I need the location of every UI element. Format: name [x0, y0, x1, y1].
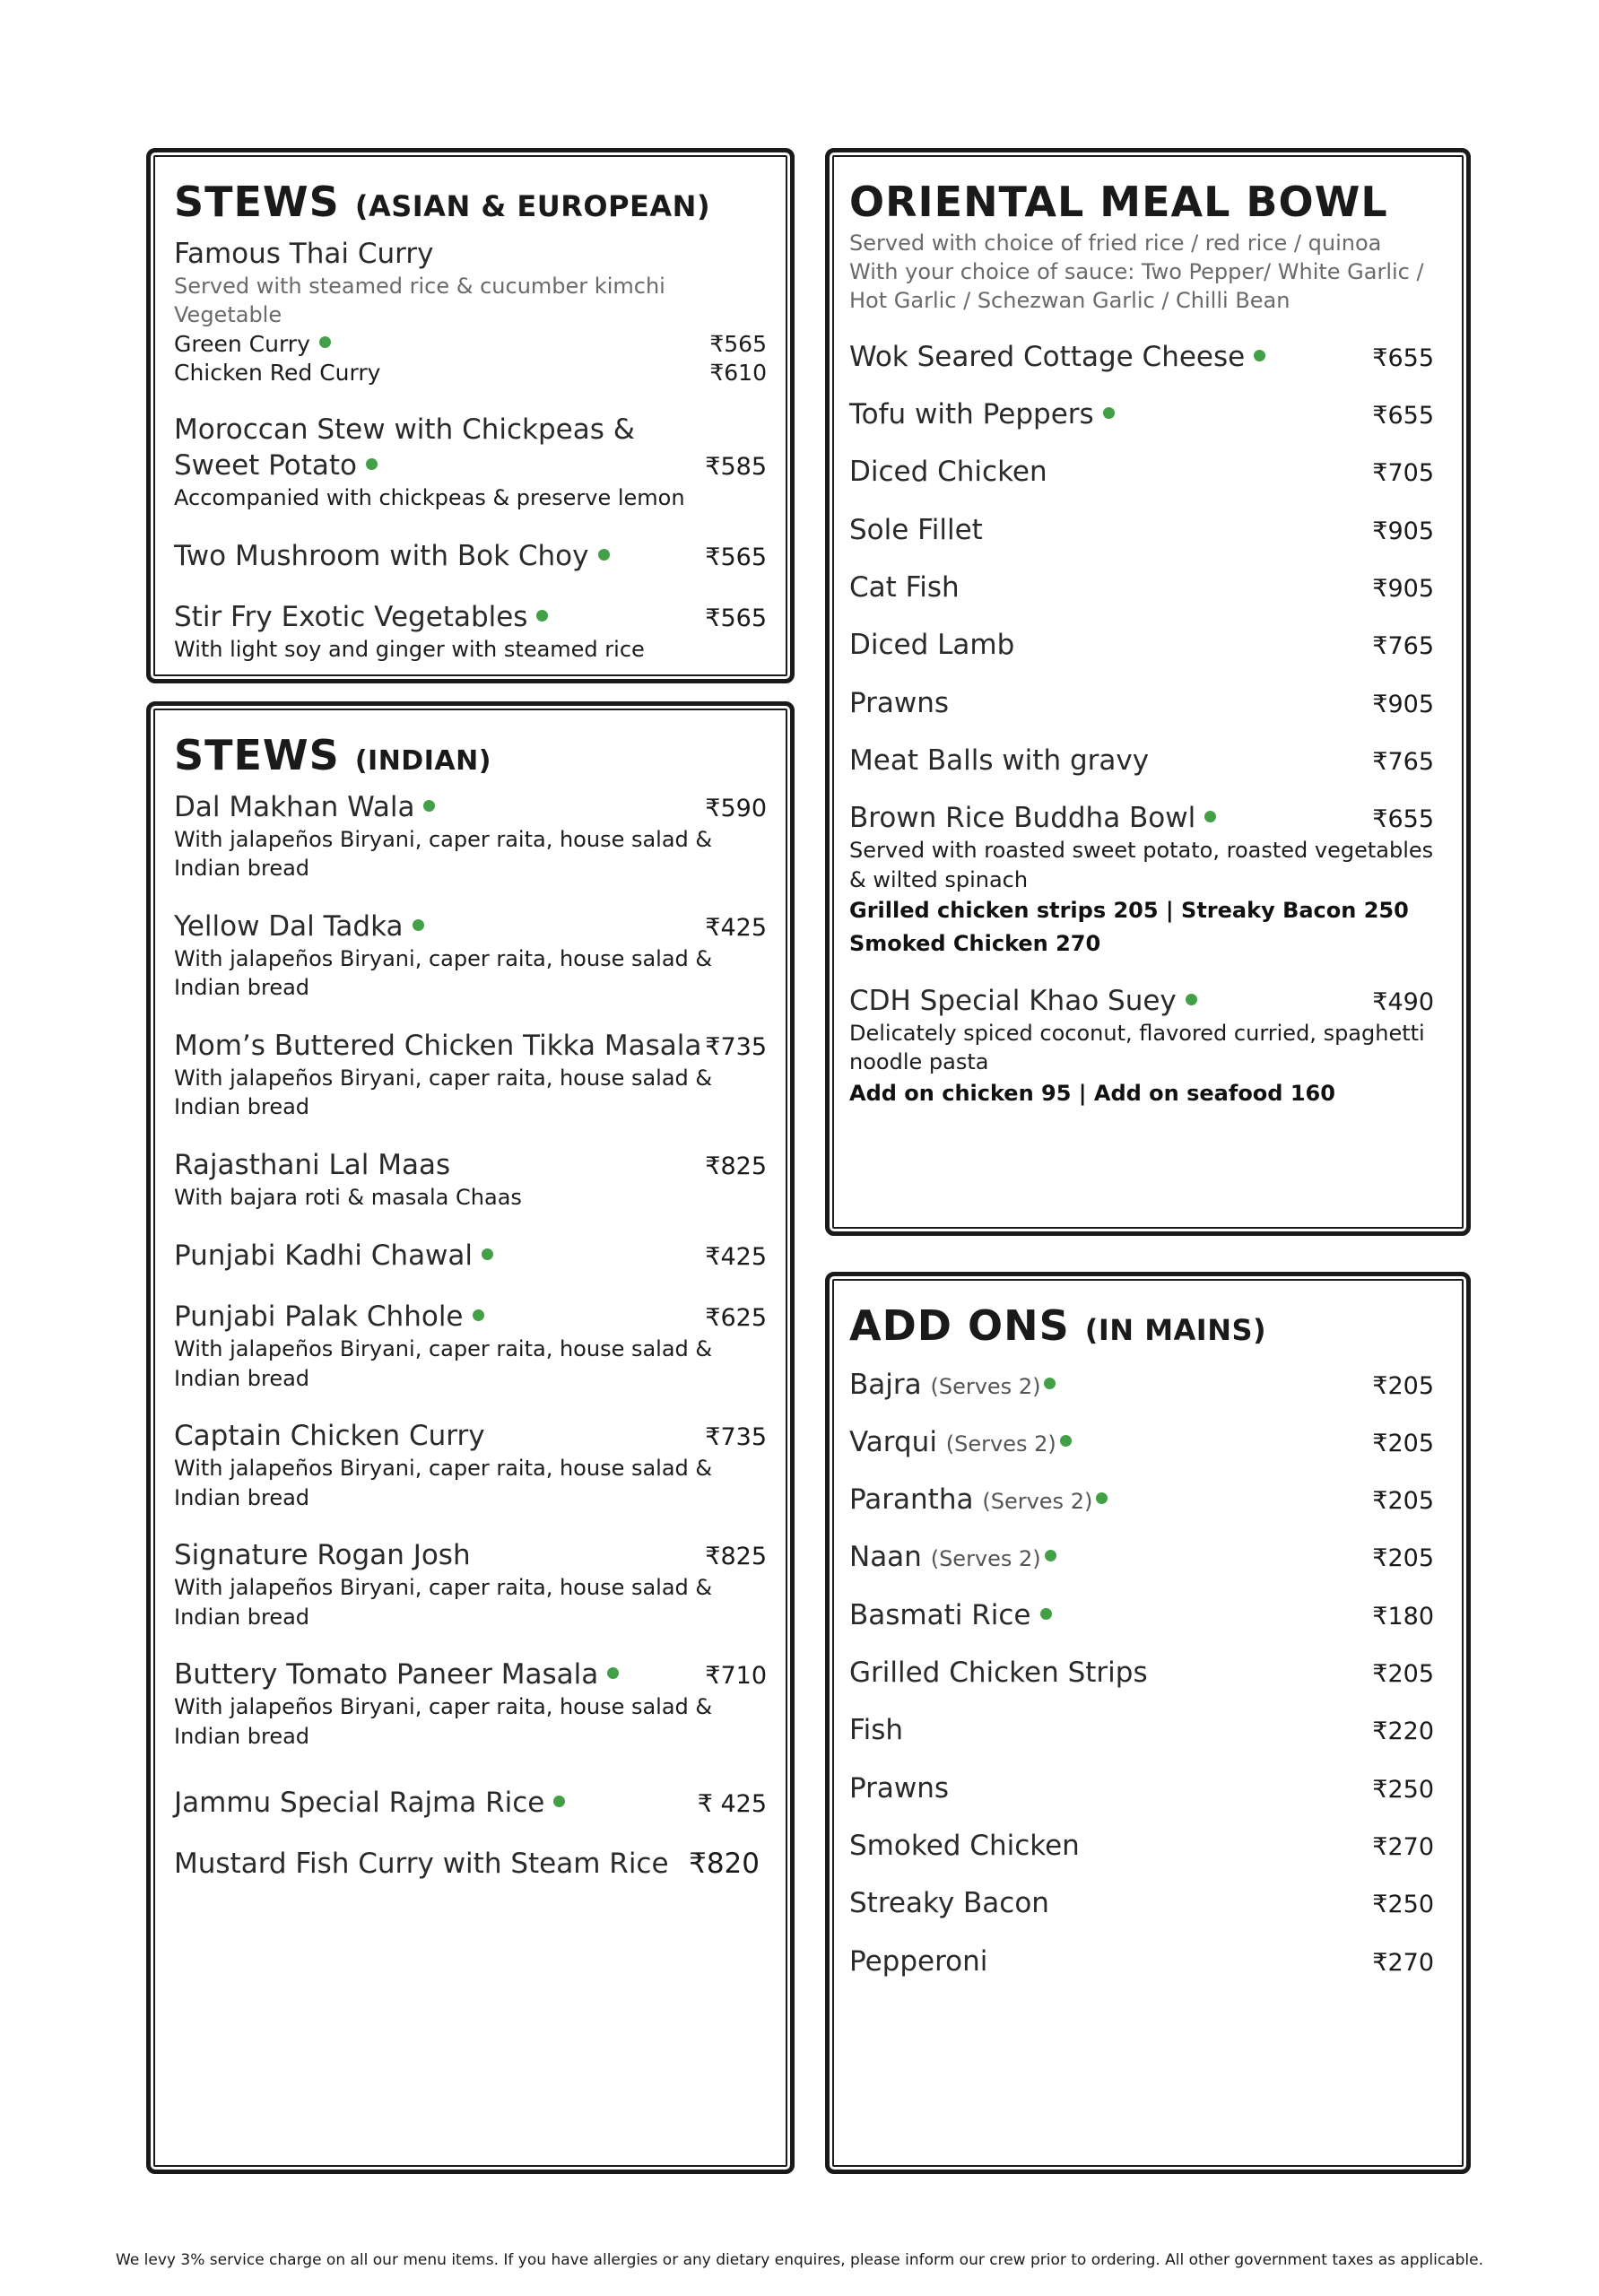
section-intro: Served with choice of fried rice / red rice / quinoa [849, 230, 1382, 256]
item-price: ₹820 [689, 1848, 760, 1881]
addon-item [849, 1885, 1434, 1921]
veg-dot-icon [1044, 1378, 1056, 1389]
veg-dot-icon [1060, 1435, 1072, 1447]
item-name: Meat Balls with gravy [849, 744, 1150, 777]
section-title [849, 1303, 1434, 1349]
item-name: CDH Special Khao Suey [849, 984, 1177, 1017]
item-name: Mustard Fish Curry with Steam Rice [174, 1848, 669, 1881]
stews-asian-european-panel [146, 148, 795, 683]
item-description: With light soy and ginger with steamed rice [174, 637, 645, 663]
menu-item [849, 512, 1434, 548]
variant-row [174, 359, 767, 388]
menu-item [174, 1418, 767, 1512]
veg-dot-icon [536, 610, 548, 622]
addon-item [849, 1424, 1434, 1460]
item-serves: (Serves 2) [930, 1373, 1041, 1399]
addon-item [849, 1482, 1434, 1518]
menu-item [849, 570, 1434, 605]
menu-item [174, 1299, 767, 1393]
item-name: Stir Fry Exotic Vegetables [174, 600, 528, 633]
item-price: ₹250 [1372, 1775, 1434, 1804]
veg-dot-icon [1040, 1608, 1052, 1620]
veg-dot-icon [366, 458, 378, 470]
item-price: ₹625 [705, 1303, 767, 1332]
item-name-line1: Moroccan Stew with Chickpeas & [174, 413, 635, 446]
item-price: ₹905 [1372, 517, 1434, 545]
item-description: Served with steamed rice & cucumber kimchi Vegetable [174, 273, 665, 328]
menu-item [174, 1657, 767, 1751]
item-price: ₹655 [1372, 344, 1434, 372]
item-price: ₹765 [1372, 632, 1434, 661]
section-title-main: ADD ONS [849, 1301, 1070, 1350]
item-name: Parantha [849, 1483, 974, 1517]
addon-item [849, 1770, 1434, 1806]
item-addon: Smoked Chicken 270 [849, 931, 1101, 957]
oriental-meal-bowl-panel [825, 148, 1471, 1236]
item-name: Naan [849, 1541, 922, 1574]
item-addon: Grilled chicken strips 205 | Streaky Bacon 250 [849, 898, 1409, 924]
menu-item [174, 412, 767, 513]
item-price: ₹220 [1372, 1718, 1434, 1746]
section-title: ORIENTAL MEAL BOWL [849, 178, 1388, 226]
item-price: ₹270 [1372, 1948, 1434, 1977]
item-name: Dal Makhan Wala [174, 790, 415, 823]
veg-dot-icon [482, 1248, 493, 1260]
item-name: Sole Fillet [849, 513, 983, 546]
item-name: Brown Rice Buddha Bowl [849, 802, 1196, 835]
item-name: Smoked Chicken [849, 1829, 1080, 1862]
menu-item [174, 1785, 767, 1821]
addon-item [849, 1944, 1434, 1979]
item-name: Tofu with Peppers [849, 398, 1094, 431]
menu-item [849, 396, 1434, 432]
section-title-main: STEWS [174, 178, 340, 226]
item-price: ₹205 [1372, 1429, 1434, 1457]
item-name: Diced Lamb [849, 629, 1015, 662]
menu-item [849, 685, 1434, 721]
item-price: ₹825 [705, 1542, 767, 1570]
veg-dot-icon [423, 800, 435, 812]
item-description: Delicately spiced coconut, flavored curried, spaghetti noodle pasta [849, 1020, 1425, 1075]
veg-dot-icon [1103, 407, 1115, 419]
variant-price: ₹565 [709, 330, 767, 357]
menu-item-khao-suey [849, 983, 1434, 1110]
menu-item [849, 627, 1434, 663]
veg-dot-icon [319, 336, 331, 348]
menu-item [174, 1846, 767, 1882]
item-price: ₹205 [1372, 1544, 1434, 1573]
variant-name: Green Curry [174, 330, 310, 357]
item-name: Pepperoni [849, 1944, 988, 1978]
menu-item [174, 909, 767, 1003]
veg-dot-icon [553, 1796, 565, 1807]
item-price: ₹590 [705, 794, 767, 822]
item-price: ₹710 [705, 1662, 767, 1691]
item-description: With jalapeños Biryani, caper raita, house salad & Indian bread [174, 1694, 713, 1749]
stews-indian-panel [146, 701, 795, 2174]
item-price: ₹905 [1372, 690, 1434, 718]
item-name: Basmati Rice [849, 1598, 1031, 1631]
item-name: Sweet Potato [174, 448, 358, 482]
item-description: With jalapeños Biryani, caper raita, house salad & Indian bread [174, 1336, 713, 1391]
item-price: ₹250 [1372, 1891, 1434, 1919]
veg-dot-icon [473, 1309, 484, 1321]
item-name: Prawns [849, 1771, 950, 1805]
item-name: Punjabi Palak Chhole [174, 1300, 464, 1333]
item-name: Fish [849, 1714, 903, 1747]
item-price: ₹425 [705, 913, 767, 942]
menu-item [849, 743, 1434, 778]
section-title [174, 733, 767, 778]
menu-item [174, 1147, 767, 1213]
item-description: With jalapeños Biryani, caper raita, house salad & Indian bread [174, 1065, 713, 1120]
addon-item [849, 1539, 1434, 1575]
menu-item [174, 1238, 767, 1274]
item-price: ₹425 [705, 1242, 767, 1271]
item-description: With jalapeños Biryani, caper raita, house salad & Indian bread [174, 1575, 713, 1630]
section-title [174, 179, 767, 225]
menu-item-thai-curry [174, 236, 767, 388]
veg-dot-icon [1045, 1550, 1056, 1561]
item-price: ₹765 [1372, 747, 1434, 776]
item-price: ₹205 [1372, 1371, 1434, 1400]
veg-dot-icon [413, 919, 424, 931]
item-name: Famous Thai Curry [174, 237, 434, 270]
item-name: Cat Fish [849, 570, 960, 604]
section-intro: With your choice of sauce: Two Pepper/ White Garlic / [849, 258, 1424, 284]
item-name: Captain Chicken Curry [174, 1419, 485, 1452]
item-name: Diced Chicken [849, 456, 1047, 489]
item-description: With jalapeños Biryani, caper raita, house salad & Indian bread [174, 1456, 713, 1510]
item-description: Served with roasted sweet potato, roasted vegetables & wilted spinach [849, 838, 1434, 892]
menu-item [174, 599, 767, 665]
item-name: Varqui [849, 1425, 937, 1458]
item-price: ₹735 [705, 1422, 767, 1451]
item-price: ₹565 [705, 604, 767, 632]
item-price: ₹735 [705, 1032, 767, 1061]
menu-item [849, 454, 1434, 490]
item-price: ₹825 [705, 1152, 767, 1180]
item-name: Buttery Tomato Paneer Masala [174, 1658, 599, 1692]
item-price: ₹565 [705, 543, 767, 571]
item-price: ₹205 [1372, 1487, 1434, 1516]
item-price: ₹655 [1372, 402, 1434, 430]
addon-item [849, 1655, 1434, 1691]
item-price: ₹905 [1372, 574, 1434, 603]
item-name: Yellow Dal Tadka [174, 909, 404, 943]
item-description: With bajara roti & masala Chaas [174, 1185, 522, 1211]
add-ons-panel [825, 1272, 1471, 2174]
veg-dot-icon [1254, 350, 1265, 361]
addon-item [849, 1597, 1434, 1633]
veg-dot-icon [1204, 811, 1216, 822]
addon-item [849, 1367, 1434, 1403]
item-name: Grilled Chicken Strips [849, 1657, 1148, 1690]
variant-price: ₹610 [709, 360, 767, 387]
item-name: Mom’s Buttered Chicken Tikka Masala [174, 1029, 702, 1062]
item-price: ₹705 [1372, 459, 1434, 488]
item-name: Jammu Special Rajma Rice [174, 1787, 545, 1820]
menu-item [174, 1537, 767, 1631]
veg-dot-icon [1096, 1492, 1108, 1504]
section-title-main: STEWS [174, 731, 340, 779]
veg-dot-icon [598, 549, 610, 561]
menu-item [849, 339, 1434, 375]
section-subtitle: (ASIAN & EUROPEAN) [354, 189, 711, 223]
item-name: Punjabi Kadhi Chawal [174, 1239, 474, 1272]
item-name: Two Mushroom with Bok Choy [174, 539, 589, 572]
addon-item [849, 1828, 1434, 1864]
menu-item [174, 789, 767, 883]
item-serves: (Serves 2) [945, 1431, 1056, 1457]
menu-item [174, 1028, 767, 1122]
item-addon: Add on chicken 95 | Add on seafood 160 [849, 1080, 1335, 1106]
variant-name: Chicken Red Curry [174, 360, 381, 387]
item-name: Wok Seared Cottage Cheese [849, 340, 1246, 373]
item-price: ₹180 [1372, 1602, 1434, 1631]
veg-dot-icon [1186, 994, 1197, 1005]
section-intro: Hot Garlic / Schezwan Garlic / Chilli Bean [849, 288, 1290, 314]
item-price: ₹585 [705, 452, 767, 481]
item-price: ₹655 [1372, 805, 1434, 834]
footer-disclaimer: We levy 3% service charge on all our menu items. If you have allergies or any dietary enquires, please inform our crew prior to ordering. All other government taxes as applicable. [116, 2251, 1483, 2269]
item-description: With jalapeños Biryani, caper raita, house salad & Indian bread [174, 945, 713, 1001]
addon-item [849, 1712, 1434, 1748]
item-price: ₹490 [1372, 987, 1434, 1016]
item-price: ₹ 425 [697, 1790, 767, 1819]
item-description: With jalapeños Biryani, caper raita, house salad & Indian bread [174, 826, 713, 882]
veg-dot-icon [607, 1667, 619, 1679]
item-serves: (Serves 2) [982, 1489, 1093, 1515]
item-name: Bajra [849, 1368, 922, 1401]
item-serves: (Serves 2) [930, 1546, 1041, 1572]
item-price: ₹205 [1372, 1660, 1434, 1689]
item-name: Prawns [849, 686, 950, 719]
menu-item-buddha-bowl [849, 800, 1434, 961]
variant-row [174, 330, 767, 360]
item-description: Accompanied with chickpeas & preserve lemon [174, 485, 685, 511]
menu-item [174, 538, 767, 574]
item-price: ₹270 [1372, 1832, 1434, 1861]
item-name: Signature Rogan Josh [174, 1538, 471, 1571]
item-name: Rajasthani Lal Maas [174, 1148, 451, 1181]
section-subtitle: (INDIAN) [354, 745, 491, 777]
item-name: Streaky Bacon [849, 1887, 1049, 1920]
section-subtitle: (IN MAINS) [1084, 1313, 1267, 1347]
